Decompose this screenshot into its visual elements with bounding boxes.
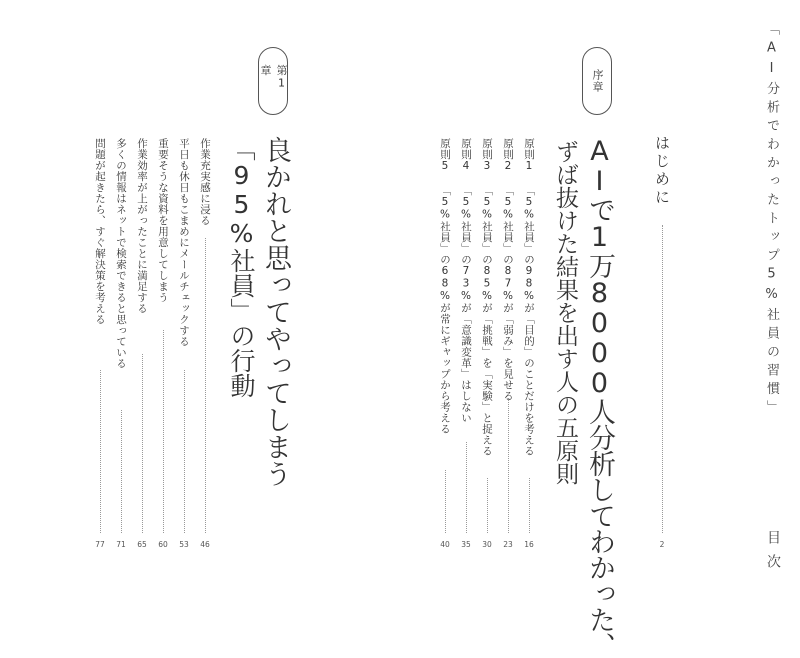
chapter1-badge-label: 第1章 xyxy=(259,64,288,91)
chapter1-item-6[interactable]: 問題が起きたら、すぐ解決策を考える xyxy=(94,138,106,325)
prologue-item-1-page: 16 xyxy=(524,540,534,549)
chapter1-item-3[interactable]: 重要そうな資料を用意してしまう xyxy=(157,138,169,303)
chapter1-heading-line2: 「95%社員」の行動 xyxy=(227,136,256,398)
prologue-item-3-page: 30 xyxy=(482,540,492,549)
chapter1-item-2-page: 53 xyxy=(179,540,189,549)
prologue-item-4[interactable]: 原則4 「5%社員」の73%が「意識変革」はしない xyxy=(460,138,472,424)
chapter1-item-4-leader xyxy=(142,354,143,533)
prologue-badge xyxy=(582,47,612,115)
prologue-item-5-leader xyxy=(445,470,446,533)
prologue-item-3-leader xyxy=(487,478,488,533)
chapter1-item-4-page: 65 xyxy=(137,540,147,549)
chapter1-item-6-page: 77 xyxy=(95,540,105,549)
prologue-badge-label: 序章 xyxy=(591,69,604,93)
prologue-item-1[interactable]: 原則1 「5%社員」の98%が「目的」のことだけを考える xyxy=(523,138,535,457)
chapter1-badge xyxy=(258,47,288,115)
prologue-item-4-page: 35 xyxy=(461,540,471,549)
chapter1-item-1-leader xyxy=(205,238,206,533)
book-title: 「AI分析でわかったトップ5%社員の習慣」 xyxy=(764,22,779,419)
chapter1-item-3-page: 60 xyxy=(158,540,168,549)
chapter1-item-1[interactable]: 作業充実感に浸る xyxy=(199,138,211,226)
chapter1-item-1-page: 46 xyxy=(200,540,210,549)
prologue-item-3[interactable]: 原則3 「5%社員」の85%が「挑戦」を「実験」と捉える xyxy=(481,138,493,457)
chapter1-item-5-leader xyxy=(121,410,122,533)
prologue-item-2-leader xyxy=(508,398,509,533)
prologue-item-4-leader xyxy=(466,442,467,533)
intro-label[interactable]: はじめに xyxy=(653,135,671,207)
prologue-heading-line2: ずば抜けた結果を出す人の五原則 xyxy=(552,140,578,485)
chapter1-item-5[interactable]: 多くの情報はネットで検索できると思っている xyxy=(115,138,127,369)
chapter1-item-5-page: 71 xyxy=(116,540,126,549)
prologue-item-5[interactable]: 原則5 「5%社員」の68%が常にギャップから考える xyxy=(439,138,451,435)
prologue-heading-line1: AIで1万8000人分析してわかった、 xyxy=(584,136,615,658)
chapter1-item-6-leader xyxy=(100,370,101,533)
chapter1-heading-line1: 良かれと思ってやってしまう xyxy=(260,136,291,487)
chapter1-item-4[interactable]: 作業効率が上がったことに満足する xyxy=(136,138,148,314)
chapter1-item-2-leader xyxy=(184,370,185,533)
intro-page-number: 2 xyxy=(659,540,665,549)
toc-label: 目次 xyxy=(765,530,781,578)
chapter1-item-2[interactable]: 平日も休日もこまめにメールチェックする xyxy=(178,138,190,347)
chapter1-item-3-leader xyxy=(163,330,164,533)
prologue-item-5-page: 40 xyxy=(440,540,450,549)
prologue-item-2[interactable]: 原則2 「5%社員」の87%が「弱み」を見せる xyxy=(502,138,514,402)
prologue-item-2-page: 23 xyxy=(503,540,513,549)
intro-leader xyxy=(662,225,663,533)
prologue-item-1-leader xyxy=(529,478,530,533)
